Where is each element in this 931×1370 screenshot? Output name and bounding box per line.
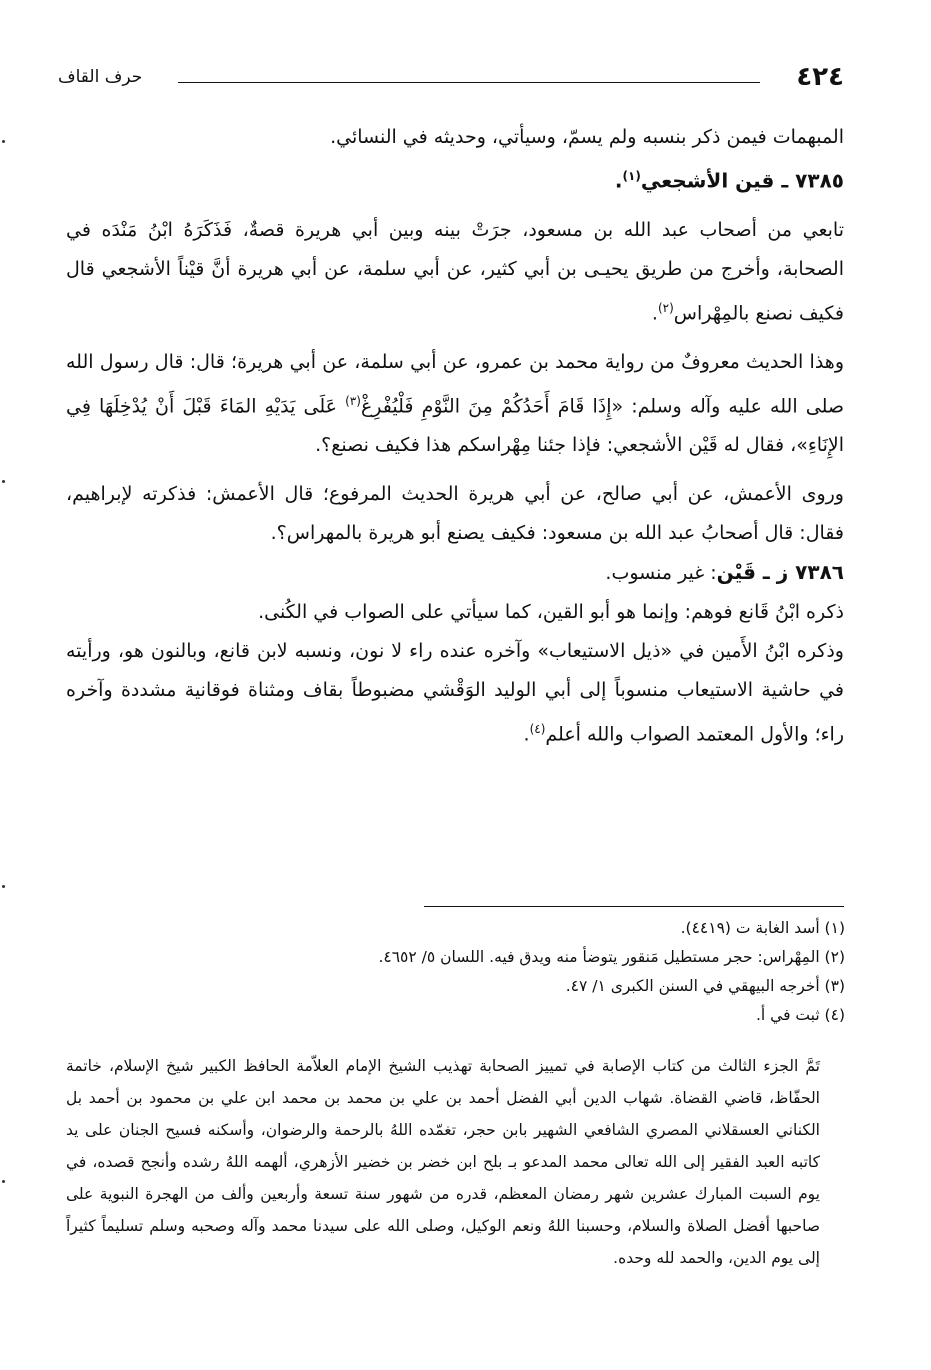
page-header xyxy=(58,60,844,94)
entry-heading-7385 xyxy=(66,157,844,201)
entry-heading-7386 xyxy=(66,553,844,593)
footnote-3: (٣) أخرجه البيهقي في السنن الكبرى ١/ ٤٧. xyxy=(565,977,845,995)
footnote-4: (٤) ثبت في أ. xyxy=(756,1006,845,1024)
header-rule xyxy=(178,82,760,83)
running-title: حرف القاف xyxy=(58,67,143,87)
paragraph-2-text: تابعي من أصحاب عبد الله بن مسعود، جرَتْ بينه وبين أبي هريرة قصةٌ، فَذَكَرَهُ ابْنُ مَنْدَه في الصحابة، وأخرج من طريق يحيـى بن أبي كثير، عن أبي سلمة، عن أبي هريرة أنَّ قيْناً الأشجعي قال فكيف نصنع بالمِهْراس xyxy=(66,218,844,324)
paragraph-4: وروى الأعمش، عن أبي صالح، عن أبي هريرة الحديث المرفوع؛ قال الأعمش: فذكرته لإبراهيم، فقال: قال أصحابُ عبد الله بن مسعود: فكيف يصنع أبو هريرة بالمهراس؟. xyxy=(66,483,844,545)
entry-heading-2-text: ٧٣٨٦ ز ـ قَيْن xyxy=(716,560,844,585)
entry-heading-end: . xyxy=(614,168,623,193)
paragraph-3-end: عَلَى يَدَيْهِ المَاءَ قَبْلَ أَنْ يُدْخِلَهَا فِي الإِنَاءِ»، فقال له قَيْن الأشجعي: فإذا جئنا مِهْراسكم هذا فكيف نصنع؟. xyxy=(66,395,844,457)
entry-heading-text: ٧٣٨٥ ـ قين الأشجعي xyxy=(640,168,844,193)
paragraph-6-end: . xyxy=(523,723,530,746)
footnote-ref-4: (٤) xyxy=(529,722,546,737)
page-number: ٤٢٤ xyxy=(796,62,844,92)
footnote-separator xyxy=(424,906,844,907)
paragraph-5: ذكره ابْنُ قَانع فوهم: وإنما هو أبو القين، كما سيأتي على الصواب في الكُنى. xyxy=(258,601,844,624)
paragraph-3 xyxy=(66,343,844,465)
paragraph-2 xyxy=(66,211,844,333)
colophon: تَمَّ الجزء الثالث من كتاب الإصابة في تمييز الصحابة تهذيب الشيخ الإمام العلاّمة الحافظ الكبير شيخ الإسلام، خاتمة الحفّاظ، قاضي القضاة. شهاب الدين أبي الفضل أحمد بن علي بن محمد بن محمد ابن علي بن محمود بن أحمد بل الكناني العسقلاني المصري الشافعي الشهير بابن حجر، تغمّده اللهُ بالرحمة والرضوان، وأسكنه فسيح الجنان على يد كاتبه العبد الفقير إلى الله تعالى محمد المدعو بـ بلح ابن خضر بن خضير الأزهري، ألهمه اللهُ رشده وأنجح قصده، في يوم السبت المبارك عشرين شهر رمضان المعظم، قدره من شهور سنة تسعة وأربعين وألف من الهجرة النبوية على صاحبها أفضل الصلاة والسلام، وحسبنا اللهُ ونعم الوكيل، وصلى الله على سيدنا محمد وآله وصحبه وسلم تسليماً كثيراً إلى يوم الدين، والحمد لله وحده. xyxy=(66,1057,820,1267)
footnote-ref-2: (٢) xyxy=(657,300,674,315)
paragraph-6-text: وذكره ابْنُ الأَمين في «ذيل الاستيعاب» وآخره عنده راء لا نون، ونسبه لابن قانع، وبالنون هو، ورأيته في حاشية الاستيعاب منسوباً إلى أبي الوليد الوَقْشي مضبوطاً بقاف ومثناة فوقانية مشددة وآخره راء؛ والأول المعتمد الصواب والله أعلم xyxy=(66,640,844,746)
margin-mark xyxy=(2,1180,5,1183)
footnote-2: (٢) المِهْراس: حجر مستطيل مَنقور يتوضأ منه ويدق فيه. اللسان ٥/ ٤٦٥٢. xyxy=(378,948,845,966)
paragraph-3-text: وهذا الحديث معروفٌ من رواية محمد بن عمرو، عن أبي سلمة، عن أبي هريرة؛ قال: قال رسول الله صلى الله عليه وآله وسلم: «إِذَا قَامَ أَحَدُكُمْ مِنَ النَّوْمِ فَلْيُفْرِغْ xyxy=(66,350,844,418)
footnote-ref-3: (٣) xyxy=(345,393,361,408)
footnote-1: (١) أسد الغابة ت (٤٤١٩). xyxy=(680,919,845,937)
margin-mark xyxy=(2,480,5,483)
entry-heading-2-rest: : غير منسوب. xyxy=(605,562,717,585)
footnotes xyxy=(58,914,845,1030)
paragraph-1: المبهمات فيمن ذكر بنسبه ولم يسمّ، وسيأتي، وحديثه في النسائي. xyxy=(330,126,844,148)
paragraph-2-end: . xyxy=(651,301,658,324)
margin-mark xyxy=(2,140,5,143)
main-text xyxy=(66,118,844,755)
footnote-ref-1: (١) xyxy=(622,169,641,183)
paragraph-6 xyxy=(66,632,844,754)
margin-mark xyxy=(2,885,5,888)
